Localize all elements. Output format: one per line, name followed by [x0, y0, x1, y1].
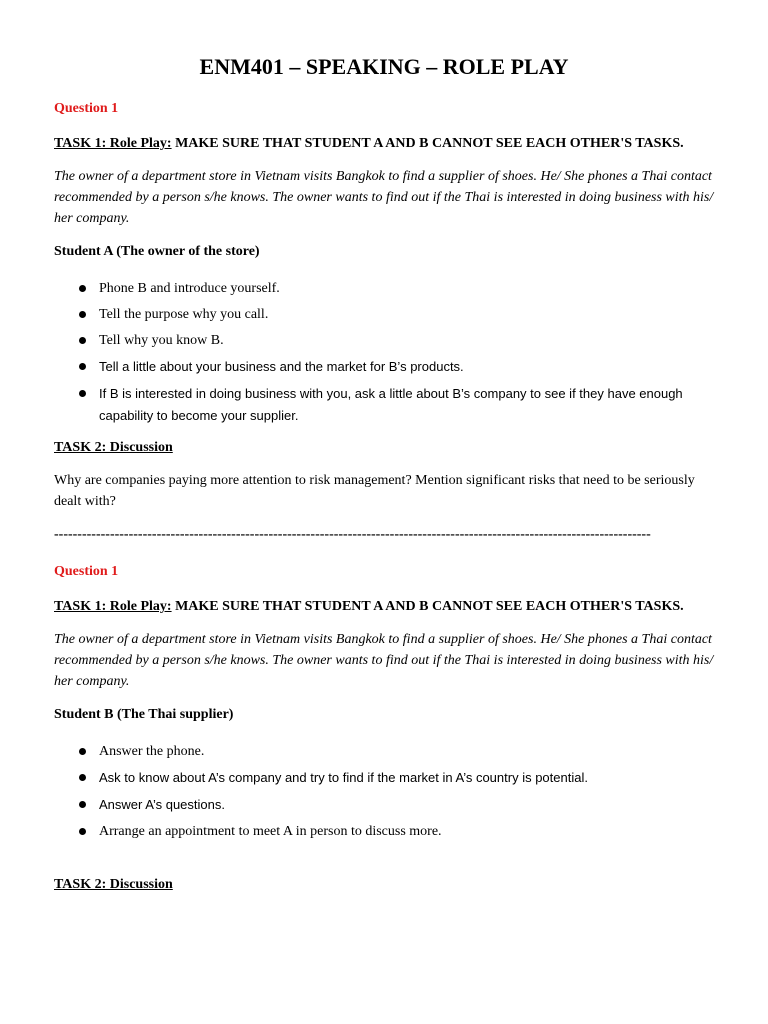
list-item: Arrange an appointment to meet A in person to discuss more.: [54, 821, 724, 842]
list-item: If B is interested in doing business with you, ask a little about B’s company to see if they have enough capability to become your supplier.: [54, 383, 724, 427]
question-section-1: [54, 98, 724, 512]
student-role-heading: Student A (The owner of the store): [54, 244, 260, 259]
bullet-icon: [79, 828, 86, 835]
task1-label: TASK 1: Role Play:: [54, 599, 172, 614]
task2-text: Why are companies paying more attention to risk management? Mention significant risks that need to be seriously dealt with?: [54, 473, 695, 509]
page-title: ENM401 – SPEAKING – ROLE PLAY: [199, 54, 569, 79]
task1-label: TASK 1: Role Play:: [54, 136, 172, 151]
question-heading: Question 1: [54, 564, 119, 579]
bullet-icon: [79, 748, 86, 755]
task1-line: [54, 133, 724, 154]
scenario-text: The owner of a department store in Vietnam visits Bangkok to find a supplier of shoes. He/ She phones a Thai contact recommended by a person s/he knows. The owner wants to find out if the Thai is interested in doing business with his/ her company.: [54, 169, 714, 226]
document-page: [54, 52, 724, 895]
task1-instruction: MAKE SURE THAT STUDENT A AND B CANNOT SEE EACH OTHER'S TASKS.: [171, 136, 684, 151]
question-heading: Question 1: [54, 101, 119, 116]
list-item: Answer the phone.: [54, 741, 724, 762]
bullet-icon: [79, 337, 86, 344]
list-item: Tell a little about your business and the market for B’s products.: [54, 356, 724, 378]
task-bullet-list: [54, 278, 724, 427]
list-item: Phone B and introduce yourself.: [54, 278, 724, 299]
task2-heading: TASK 2: Discussion: [54, 440, 173, 455]
scenario-text: The owner of a department store in Vietnam visits Bangkok to find a supplier of shoes. He/ She phones a Thai contact recommended by a person s/he knows. The owner wants to find out if the Thai is interested in doing business with his/ her company.: [54, 632, 714, 689]
task1-line: [54, 596, 724, 617]
student-role-heading: Student B (The Thai supplier): [54, 707, 234, 722]
task1-instruction: MAKE SURE THAT STUDENT A AND B CANNOT SEE EACH OTHER'S TASKS.: [171, 599, 684, 614]
bullet-icon: [79, 774, 86, 781]
list-item: Answer A’s questions.: [54, 794, 724, 816]
bullet-icon: [79, 801, 86, 808]
bullet-icon: [79, 285, 86, 292]
list-item: Tell the purpose why you call.: [54, 304, 724, 325]
task-bullet-list: [54, 741, 724, 842]
task2-heading: TASK 2: Discussion: [54, 877, 173, 892]
list-item: Ask to know about A’s company and try to find if the market in A’s country is potential.: [54, 767, 724, 789]
bullet-icon: [79, 311, 86, 318]
bullet-icon: [79, 363, 86, 370]
bullet-icon: [79, 390, 86, 397]
section-divider: --------------------------------------------------------------------------------------------------------------------------------: [54, 527, 651, 542]
list-item: Tell why you know B.: [54, 330, 724, 351]
question-section-2: [54, 561, 724, 895]
